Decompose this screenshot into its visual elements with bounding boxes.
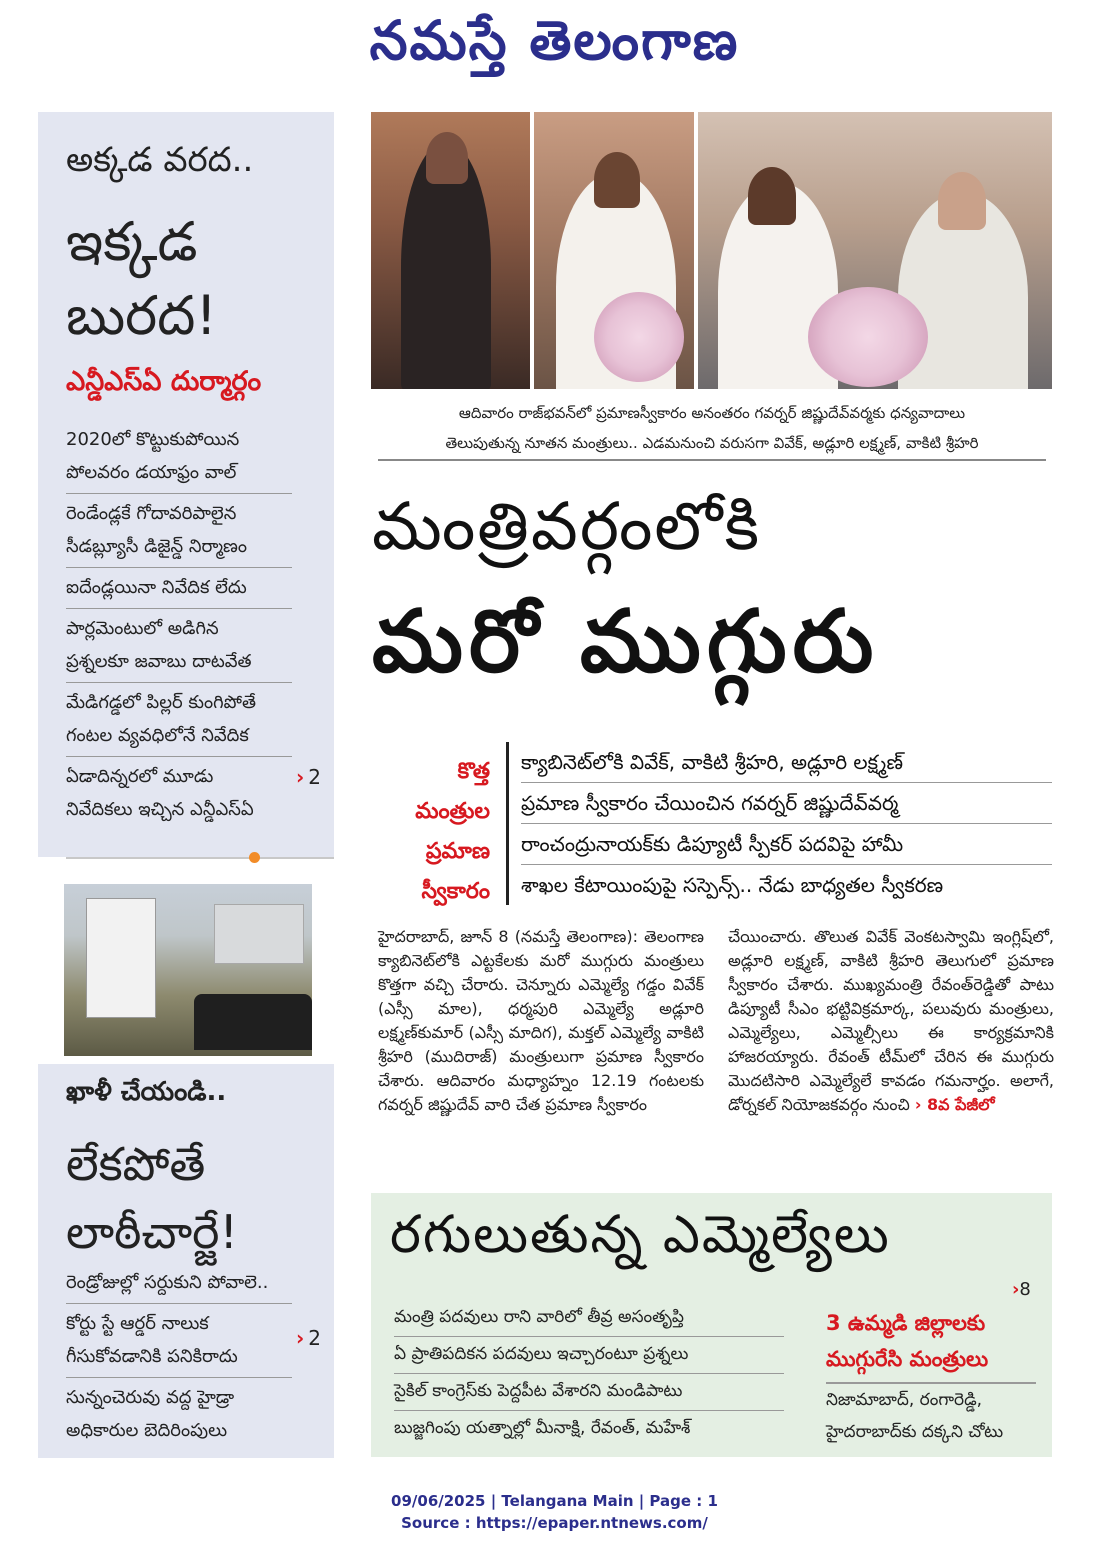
chevron-right-icon: › <box>296 1326 305 1350</box>
divider-dot-icon <box>249 852 260 863</box>
list-item: బుజ్జగింపు యత్నాల్లో మీనాక్షి, రేవంత్, మహేశ్ <box>394 1418 691 1438</box>
list-item-line: సీడబ్ల్యూసీ డిజైన్డ్ నిర్మాణం <box>66 536 247 557</box>
left-kicker-head: అక్కడ వరద.. <box>66 140 254 180</box>
kicker-line: కొత్త <box>457 759 490 784</box>
red-subhead-line: 3 ఉమ్మడి జిల్లాలకు <box>826 1311 986 1335</box>
car-image <box>194 994 312 1050</box>
page-ref-number: 2 <box>308 765 321 789</box>
list-item <box>66 568 292 609</box>
building-image <box>214 904 304 964</box>
list-item-line: 2020లో కొట్టుకుపోయిన <box>66 429 240 450</box>
bottom-headline: రగులుతున్న ఎమ్మెల్యేలు <box>390 1205 891 1265</box>
left-main-head <box>66 205 217 353</box>
left-second-head <box>66 1130 238 1266</box>
red-subhead-line: ముగ్గురేసి మంత్రులు <box>826 1347 989 1371</box>
story-kicker <box>380 752 490 912</box>
minister-photo-3 <box>698 112 1052 389</box>
list-item-line: రెండ్రోజుల్లో సర్దుకుని పోవాలె.. <box>66 1272 269 1293</box>
bouquet-image <box>594 292 684 382</box>
note-line: నిజామాబాద్, రంగారెడ్డి, <box>826 1390 983 1410</box>
page-ref-link[interactable] <box>296 765 321 789</box>
list-item: మంత్రి పదవులు రాని వారిలో తీవ్ర అసంతృప్తి <box>394 1300 784 1337</box>
person-face <box>426 132 468 184</box>
list-item-line: నివేదికలు ఇచ్చిన ఎన్డీఎస్‌ఏ <box>66 799 254 820</box>
list-item <box>66 420 292 494</box>
page-ref-link[interactable] <box>296 1326 321 1350</box>
page-footer <box>0 1490 1109 1534</box>
masthead-title: నమస్తే తెలంగాణ <box>369 8 740 72</box>
deck-line: ప్రమాణ స్వీకారం చేయించిన గవర్నర్ జిష్ణుదేవ్‌వర్మ <box>521 783 1052 824</box>
chevron-right-icon: › <box>296 765 305 789</box>
caption-rule <box>378 459 1046 461</box>
governor-face <box>938 172 986 230</box>
main-headline-line-1: మంత్రివర్గంలోకి <box>372 488 762 565</box>
kicker-line: స్వీకారం <box>421 879 490 904</box>
person-face <box>748 167 796 225</box>
list-item-line: మేడిగడ్డలో పిల్లర్ కుంగిపోతే <box>66 692 256 713</box>
minister-photo-1 <box>371 112 530 389</box>
list-item <box>66 609 292 683</box>
section-divider <box>66 857 334 859</box>
notice-board-image <box>86 898 156 1018</box>
left-red-subhead: ఎన్డీఎస్‌ఏ దుర్మార్గం <box>66 366 262 397</box>
chevron-right-icon: › <box>1012 1279 1020 1300</box>
person-face <box>594 152 640 208</box>
deck-line: రాంచంద్రునాయక్‌కు డిప్యూటీ స్పీకర్ పదవిపై హామీ <box>521 824 1052 865</box>
left-bullet-list-2 <box>66 1263 292 1451</box>
list-item-line: గంటల వ్యవధిలోనే నివేదిక <box>66 725 249 746</box>
main-headline-line-2: మరో ముగ్గురు <box>372 592 880 692</box>
photo-caption-line: ఆదివారం రాజ్‌భవన్‌లో ప్రమాణస్వీకారం అనంతరం గవర్నర్ జిష్ణుదేవ్‌వర్మకు ధన్యవాదాలు <box>458 404 966 422</box>
left-second-head-line-2: లాఠీచార్జే! <box>66 1205 238 1259</box>
list-item-line: సున్నంచెరువు వద్ద హైడ్రా <box>66 1387 235 1408</box>
list-item: సైకిల్ కాంగ్రెస్‌కు పెద్దపీట వేశారని మండిపాటు <box>394 1374 784 1411</box>
list-item-line: రెండేండ్లకే గోదావరిపాలైన <box>66 503 237 524</box>
deck-line: శాఖల కేటాయింపుపై సస్పెన్స్.. నేడు బాధ్యతల స్వీకరణ <box>521 873 944 897</box>
list-item-line: పోలవరం డయాఫ్రం వాల్ <box>66 462 237 483</box>
list-item <box>66 494 292 568</box>
list-item-line: అధికారుల బెదిరింపులు <box>66 1420 228 1441</box>
photo-caption <box>378 398 1046 458</box>
list-item-line: ప్రశ్నలకూ జవాబు దాటవేత <box>66 651 252 672</box>
eviction-photo <box>64 884 312 1056</box>
note-line: హైదరాబాద్‌కు దక్కని చోటు <box>826 1422 1004 1442</box>
article-body-column-1: హైదరాబాద్, జూన్ 8 (నమస్తే తెలంగాణ): తెలంగాణ క్యాబినెట్‌లోకి ఎట్టకేలకు మరో ముగ్గురు మంత్రులు కొత్తగా వచ్చి చేరారు. చెన్నూరు ఎమ్మెల్యే గడ్డం వివేక్ (ఎస్సీ మాల), ధర్మపురి ఎమ్మెల్యే అడ్లూరి లక్ష్మణ్‌కుమార్ (ఎస్సీ మాదిగ), మక్తల్ ఎమ్మెల్యే వాకిటి శ్రీహరి (ముదిరాజ్) మంత్రులుగా ప్రమాణ స్వీకారం చేశారు. ఆదివారం మధ్యాహ్నం 12.19 గంటలకు గవర్నర్ జిష్ణుదేవ్ వారి చేత ప్రమాణ స్వీకారం <box>378 927 704 1114</box>
page-ref-number: 2 <box>308 1326 321 1350</box>
list-item-line: ఐదేండ్లయినా నివేదిక లేదు <box>66 577 247 598</box>
list-item <box>66 1378 292 1451</box>
bottom-note <box>826 1384 1046 1448</box>
kicker-line: ప్రమాణ <box>425 839 490 864</box>
continued-page-link[interactable]: › 8వ పేజీలో <box>914 1095 995 1114</box>
list-item <box>66 683 292 757</box>
page-ref-number: 8 <box>1019 1279 1031 1300</box>
list-item-line: పార్లమెంటులో అడిగిన <box>66 618 219 639</box>
article-body-column-2 <box>728 925 1054 1117</box>
bouquet-image <box>808 287 928 387</box>
list-item <box>66 1263 292 1304</box>
left-second-head-line-1: లేకపోతే <box>66 1137 206 1191</box>
page-ref-link[interactable] <box>1012 1279 1031 1300</box>
continued-page-label: 8వ పేజీలో <box>926 1095 995 1114</box>
footer-source-link[interactable]: Source : https://epaper.ntnews.com/ <box>401 1514 708 1532</box>
bottom-red-subhead <box>826 1305 1046 1377</box>
footer-date-line: 09/06/2025 | Telangana Main | Page : 1 <box>391 1492 718 1510</box>
bottom-bullet-list <box>394 1300 784 1447</box>
left-main-head-line-1: ఇక్కడ <box>66 210 198 273</box>
list-item: ఏ ప్రాతిపదికన పదవులు ఇచ్చారంటూ ప్రశ్నలు <box>394 1337 784 1374</box>
list-item-line: కోర్టు స్టే ఆర్డర్ నాలుక <box>66 1313 209 1334</box>
minister-photo-2 <box>534 112 694 389</box>
photo-caption-line: తెలుపుతున్న నూతన మంత్రులు.. ఎడమనుంచి వరుసగా వివేక్, అడ్లూరి లక్ష్మణ్, వాకిటి శ్రీహరి <box>445 434 979 452</box>
list-item-line: ఏడాదిన్నరలో మూడు <box>66 766 214 787</box>
left-bullet-list <box>66 420 292 830</box>
deck-line: క్యాబినెట్‌లోకి వివేక్, వాకిటి శ్రీహరి, అడ్లూరి లక్ష్మణ్ <box>521 742 1052 783</box>
list-item-line: గీసుకోవడానికి పనికిరాదు <box>66 1346 238 1367</box>
kicker-line: మంత్రుల <box>415 799 490 824</box>
left-main-head-line-2: బురద! <box>66 284 217 347</box>
story-deck <box>506 742 1052 905</box>
article-body-text: చేయించారు. తొలుత వివేక్ వెంకటస్వామి ఇంగ్లిష్‌లో, అడ్లూరి లక్ష్మణ్, వాకిటి శ్రీహరి తెలుగులో ప్రమాణ స్వీకారం చేశారు. ముఖ్యమంత్రి రేవంత్‌రెడ్డితో పాటు డిప్యూటీ సీఎం భట్టివిక్రమార్క, పలువురు మంత్రులు, ఎమ్మెల్యేలు, ఎమ్మెల్సీలు ఈ కార్యక్రమానికి హాజరయ్యారు. రేవంత్ టీమ్‌లో చేరిన ఈ ముగ్గురు మొదటిసారి ఎమ్మెల్యేలే కావడం గమనార్హం. అలాగే, డోర్నకల్ నియోజకవర్గం నుంచి <box>728 927 1054 1114</box>
list-item <box>66 1304 292 1378</box>
list-item <box>66 757 292 830</box>
left-second-kicker: ఖాళీ చేయండి.. <box>66 1077 227 1107</box>
